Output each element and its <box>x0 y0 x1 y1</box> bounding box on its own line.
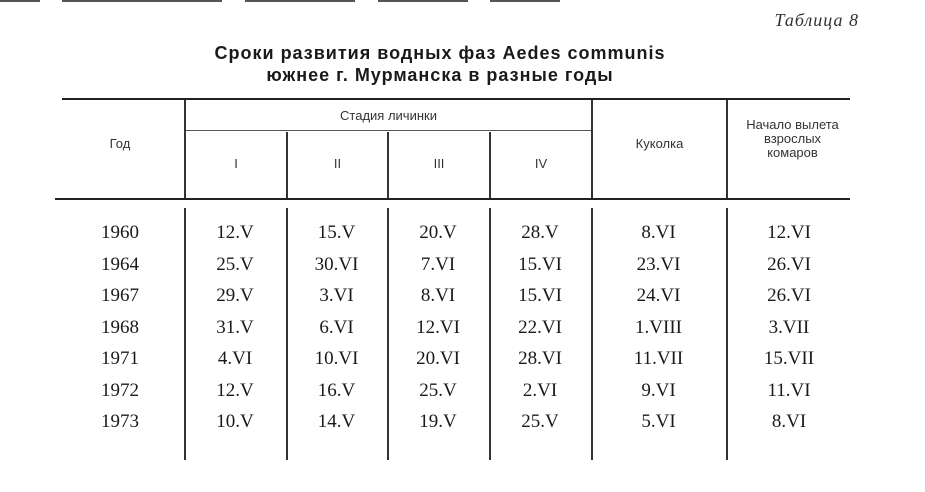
table-cell: 29.V <box>216 285 254 306</box>
column-divider <box>726 100 728 198</box>
table-cell: 23.VI <box>636 254 681 275</box>
header-bottom-rule <box>55 198 850 200</box>
header-stage-3: III <box>433 156 445 171</box>
table-cell: 15.VII <box>763 348 815 369</box>
table-cell: 10.V <box>216 411 254 432</box>
row-year: 1971 <box>101 348 139 369</box>
table-cell: 24.VI <box>636 285 681 306</box>
row-year: 1972 <box>101 380 139 401</box>
table-cell: 25.V <box>216 254 254 275</box>
header-stage-1: I <box>234 156 238 171</box>
row-year: 1968 <box>101 317 139 338</box>
table-cell: 12.V <box>216 222 254 243</box>
table-cell: 1.VIII <box>635 317 682 338</box>
table-cell: 19.V <box>419 411 457 432</box>
table-title <box>0 42 880 86</box>
table-cell: 28.V <box>521 222 559 243</box>
header-stage-4: IV <box>534 156 548 171</box>
table-cell: 8.VI <box>771 411 807 432</box>
title-line-2: южнее г. Мурманска в разные годы <box>266 65 614 85</box>
table-cell: 28.VI <box>518 348 562 369</box>
table-cell: 12.V <box>216 380 254 401</box>
table-cell: 10.VI <box>314 348 359 369</box>
row-year: 1960 <box>101 222 139 243</box>
header-top-rule <box>62 98 850 100</box>
table-cell: 15.VI <box>518 285 562 306</box>
row-year: 1964 <box>101 254 139 275</box>
header-adult-flight: Начало вылета взрослых комаров <box>746 117 839 160</box>
table-cell: 5.VI <box>641 411 676 432</box>
row-year: 1967 <box>101 285 139 306</box>
table-cell: 20.V <box>419 222 457 243</box>
table-cell: 11.VI <box>767 380 811 401</box>
table-cell: 16.V <box>317 380 356 401</box>
header-year: Год <box>109 136 131 151</box>
header-pupa: Куколка <box>635 136 684 151</box>
table-cell: 3.VI <box>319 285 354 306</box>
table-cell: 9.VI <box>641 380 676 401</box>
table-cell: 12.VI <box>767 222 811 243</box>
header-stage-2: II <box>333 156 342 171</box>
table-cell: 26.VI <box>767 254 811 275</box>
table-cell: 26.VI <box>767 285 811 306</box>
table-cell: 20.VI <box>416 348 460 369</box>
table-cell: 25.V <box>419 380 457 401</box>
header-larva-stage: Стадия личинки <box>340 108 437 123</box>
table-cell: 2.VI <box>522 380 558 401</box>
table-cell: 31.V <box>216 317 254 338</box>
table-cell: 14.V <box>317 411 356 432</box>
table-cell: 25.V <box>521 411 559 432</box>
table-cell: 3.VII <box>768 317 810 338</box>
table-cell: 6.VI <box>319 317 354 338</box>
table-cell: 15.V <box>317 222 356 243</box>
table-number: Таблица 8 <box>774 10 859 30</box>
table-cell: 8.VI <box>641 222 676 243</box>
title-line-1: Сроки развития водных фаз Aedes communis <box>214 43 666 63</box>
table-cell: 4.VI <box>217 348 253 369</box>
row-year: 1973 <box>101 411 139 432</box>
top-cut-line <box>0 0 560 3</box>
table-cell: 7.VI <box>420 254 456 275</box>
table-cell: 15.VI <box>518 254 562 275</box>
larva-group-rule <box>186 130 592 131</box>
table-cell: 12.VI <box>416 317 460 338</box>
table-cell: 11.VII <box>633 348 684 369</box>
table-cell: 22.VI <box>518 317 562 338</box>
table-cell: 8.VI <box>420 285 456 306</box>
table-cell: 30.VI <box>314 254 359 275</box>
